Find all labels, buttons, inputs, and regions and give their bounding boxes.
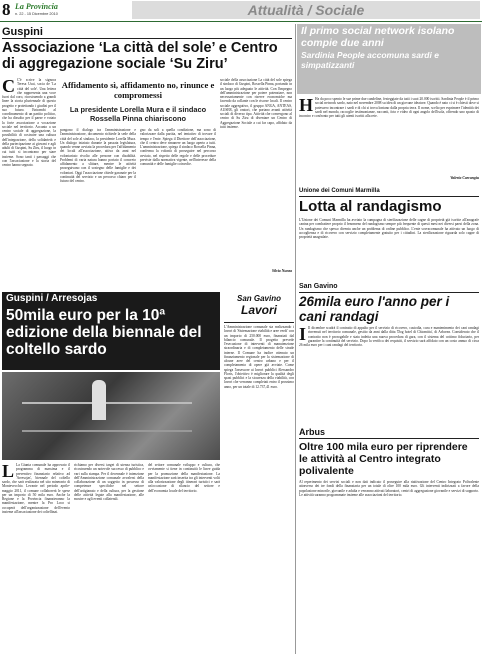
randagismo-body: L'Unione dei Comuni Marmilla ha avviato la campagna di sterilizzazione delle cagne di proprietà già iscritte all'anagrafe canina per combattere proprio il fenomeno del randagismo sempre più frequente di questi mesi nei diversi paesi della zona. Un randagismo che spesso diventa anche un problema di ordine pubblico. L'ente sovracomunale ha attivato un luogo di accoglienza e di ricovero con servizio completamente gratuito per i cittadini. La sterilizzazione riguarda solo cagne di proprietà anagrafate. <box>299 218 479 239</box>
main-headline: Associazione ‘La città del sole’ e Centro di aggregazione sociale ‘Su Ziru’ <box>2 40 278 72</box>
arbus-kicker: Arbus <box>299 427 326 437</box>
main-subhead-2: La presidente Lorella Mura e il sindaco Rossella Pinna chiariscono <box>69 105 207 123</box>
divider <box>224 322 294 323</box>
photo-tables <box>22 402 192 432</box>
main-col-1 <box>2 78 56 276</box>
divider <box>299 438 479 439</box>
section-title: Attualità / Sociale <box>132 1 480 19</box>
issue-date: n. 22 - 15 Dicembre 2010 <box>15 12 58 16</box>
column-rule <box>295 24 296 654</box>
main-kicker: Guspini <box>2 26 43 38</box>
dogs-kicker: San Gavino <box>299 283 338 290</box>
dogs-title: 26mila euro l'anno per i cani randagi <box>299 294 450 324</box>
dropcap: H <box>299 97 314 115</box>
dropcap: I <box>299 326 307 344</box>
coltello-col-2: richiamo per diversi target di utenza turistica, ricostruendo un notevole successo di pubblico e vari sulla stampa. Per il decennale è intenzione dell'Amministrazione comunale avvalersi della collaborazione di un soggetto in possesso di competenze specifiche nel settore dell'artigianato e della cultura, per la gestione delle attività legate alla manifestazione, alle mostre e agli eventi collaterali. <box>74 463 144 501</box>
sidebar-author: Valeria Carcangiu <box>450 176 479 180</box>
sidebar-kicker: Il primo social network isolano compie due anni <box>301 25 455 49</box>
main-col-3: gno da soli a quella condizione, ma sono di valorizzare dalla partita, nel tentativo di trovare il tempo e l'ente. Spiega il Direttore dell'associazione, che il centro deve rimanere un luogo aperto a tutti. L'amministrazione, spiega il sindaco Rossella Pinna, conferma la volontà di proseguire nel percorso avviato, nel rispetto delle regole e delle procedure previste dalla normativa vigente, nell'interesse della comunità e delle famiglie coinvolte. <box>140 128 216 166</box>
lavori-body: L'Amministrazione comunale sta realizzando i lavori di 'Sistemazione viabilità e aree verdi' con un importo di 250.000 euro, finanziati dal bilancio comunale. Il progetto prevede l'esecuzione di interventi di manutenzione straordinaria e di completamento delle strade interne. Il Comune ha inoltre ottenuto un finanziamento regionale per la sistemazione di alcune aree del centro urbano e per il completamento di opere già avviate. Come spiega l'assessore ai lavori pubblici Alessandro Floris, l'obiettivo è migliorare la qualità degli spazi pubblici e la sicurezza della viabilità, con lavori che verranno completati entro il prossimo anno, per un totale di 12.737,41 euro. <box>224 325 294 389</box>
dogs-body: I Il dicembre scadrà il contratto di appalto per il servizio di ricovero, custodia, cura e mantenimento dei cani randagi rinvenuti nel territorio comunale, gestito da anni dalla ditta 'Dog hotel di Chiomitta', di Arborea. Considerato che il contratto non è prorogabile e stata indetta una nuova procedura di gara, con il sistema del cottimo fiduciario, per garantire la continuità del servizio. Dopo la verifica dei requisiti, il servizio sarà affidato con un costo annuo di circa 26 mila euro per i cani randagi del territorio. <box>299 326 479 347</box>
main-col-2: pongono il dialogo tra l'amministrazione e l'amministrazione, documento richiede la sede della città del sole al sindaco, la presidente Lorella Mura. Un dialogo iniziato durante la passata legislatura, quando venne avviata la procedura per l'affidamento dei locali all'associazione, attiva da anni nel volontariato rivolto alle persone con disabilità. Problemi di varia natura hanno portato il concreto affidamento a slittare, mentre le attività proseguivano con il sostegno delle famiglie e dei volontari. Oggi l'associazione chiede garanzie per la continuità del servizio e un percorso chiaro per il futuro del centro. <box>60 128 136 183</box>
divider <box>299 196 479 197</box>
randagismo-kicker: Unione dei Comuni Marmilla <box>299 188 380 194</box>
newspaper-logo: La Provincia <box>15 2 58 11</box>
dropcap: C <box>2 78 15 96</box>
arbus-body: Al reperimento dei servizi sociali e non dati indicato il proseguire alla riattivazione del Centro Integrato Polivalente attraverso dei tre fondi della finanziaria per un totale di oltre 100 mila euro. Gli interventi indirizzati a favore della popolazione minorile, giovanile e adulta e verranno attivati laboratori, centri di aggregazione giovanile e servizi di supporto. Le attività saranno programmate insieme alle associazioni del territorio. <box>299 480 479 497</box>
sidebar-body: H Ha da poco spento le sue prime due candeline, festeggiate da tutti i suoi 20.000 iscritti. Sardinia People è il primo social network sardo, nato nel novembre 2008 su idea di un giovane ideatore. Quando è nato ci si è chiesti dove si potessero incontrare i sardi e di chi si trova lontano dalla propria terra. Il nome, scelto per esprimere l'identità dei sardi nel mondo, raccoglie testimonianze, racconti, foto e video di ogni angolo dell'isola, offrendo uno spazio di incontro e confronto per tutti gli utenti iscritti alla rete. <box>299 97 479 118</box>
lavori-kicker: San Gavino <box>236 294 281 303</box>
main-col-4: sociale della associazione La città del sole spiega il sindaco di Guspini, Rossella Pinna, portando in un luogo più adeguato le attività. Con l'impegno dell'amministrazione per potere potenziare, non necessariamente con riserve economiche ma facendo da collante con le risorse locali. Il centro sociale aggregativo, il gruppo ANGA, ANTEAS, AUSER, gli oratori, che portano avanti attività sociali di diverso tipo. Attività che convergono al centro di Su Ziru di diventare un Centro di Aggregazione Sociale a cui far capo, affidato da tutti insieme. <box>220 78 292 129</box>
main-author: Silvia Nunza <box>271 269 292 273</box>
page-header <box>0 0 482 22</box>
divider <box>2 38 292 39</box>
page-number: 8 <box>2 0 11 19</box>
sidebar-banner <box>297 24 481 94</box>
sidebar-subtitle: Sardinia People accomuna sardi e simpatizzanti <box>301 50 439 70</box>
coltello-photo <box>2 372 220 460</box>
photo-person <box>92 380 106 420</box>
divider <box>299 292 479 293</box>
coltello-col-3: del settore comunale sviluppo e cultura, che ovviamente si tiene in continuità le linee guida per la promozione della manifestazione. La manifestazione sarà inserita tra gli interventi volti alla valorizzazione degli itinerari turistici e sarà un'occasione di rilancio del settore e dell'economia locale del territorio. <box>148 463 220 493</box>
coltello-banner <box>2 292 220 370</box>
arbus-title: Oltre 100 mila euro per riprendere le attività al Centro integrato polivalente <box>299 441 468 477</box>
lavori-header <box>224 294 294 317</box>
lavori-title: Lavori <box>240 303 277 317</box>
main-body: C'è scrive la signora Teresa Usai, socia de 'La città del sole'. Una lettera che rappresenta una voce fuori dal coro, ricostruendo a grandi linee la storia pluriennale di questo progetto e proiettando i giudizi per il suo futuro. Entrambi al coordinamento di un partito politico, che ha dissolto per il paese e votato la forte associazione a vocazione sociale nel territorio. Accanto a un centro sociale di aggregazione, la possibilità di costruire una cultura dell'integrazione, della solidarietà e della partecipazione ai giovani e agli adulti di Guspini, Su Ziru, il luogo in cui tutti si incontrano per stare insieme. Sono tanti i passaggi che con l'associazione e la storia del centro hanno segnato. <box>2 78 56 167</box>
coltello-title: 50mila euro per la 10ª edizione della biennale del coltello sardo <box>6 307 202 358</box>
coltello-col-1: L La Giunta comunale ha approvato il programma di massima e il preventivo finanziario relativo ad 'Arresojas', biennale del coltello sardo, che sarà realizzata nel sito minerario di Montevecchio. Levante nel periodo aprile-maggio 2011, il comune collaborerà le spese per un importo di 50 mila euro. Anche la Regione e la Provincia finanzieranno la manifestazione, mentre la Pro Loco si occuperà dell'organizzazione dell'evento insieme all'associazione dei coltellinai. <box>2 463 70 514</box>
coltello-kicker: Guspini / Arresojas <box>6 293 98 304</box>
main-subhead: Affidamento sì, affidamento no, rinunce e compromessi <box>61 80 215 100</box>
dropcap: L <box>2 463 15 481</box>
randagismo-title: Lotta al randagismo <box>299 198 442 215</box>
